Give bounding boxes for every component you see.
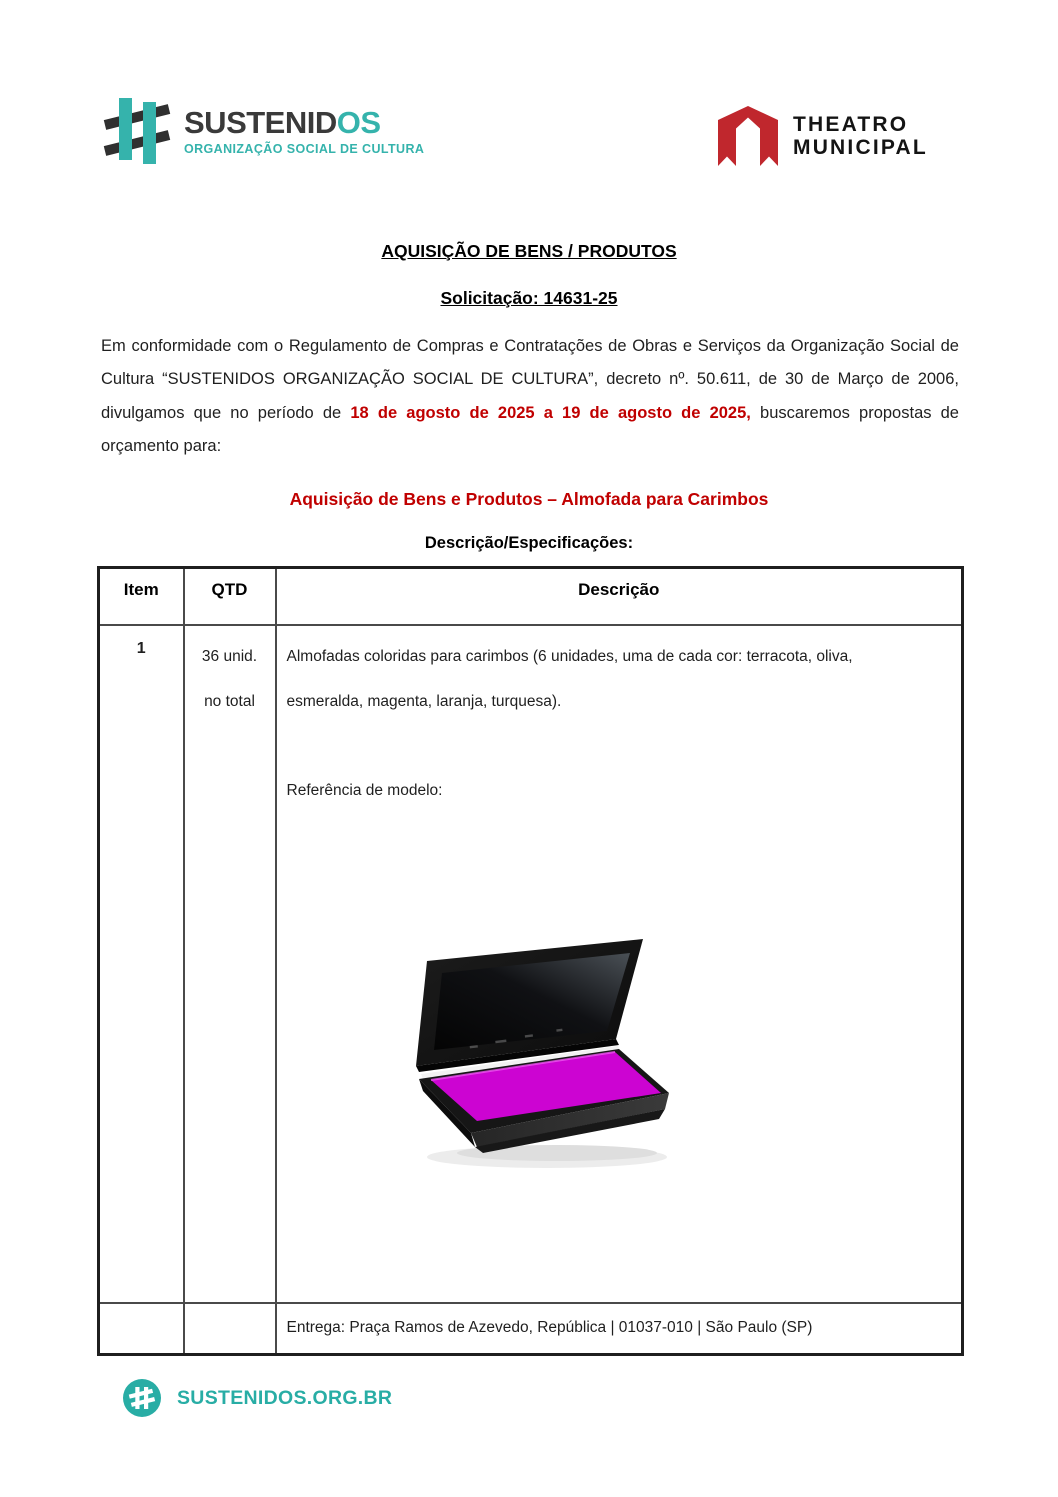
theatro-line2: MUNICIPAL [793, 136, 928, 159]
quantity-line2: no total [204, 692, 255, 710]
hash-bar [143, 102, 156, 164]
spec-heading: Descrição/Especificações: [424, 534, 634, 552]
table-header-row [99, 568, 963, 625]
column-header-qtd: QTD [184, 568, 276, 625]
footer-site-url: SUSTENIDOS.ORG.BR [177, 1386, 393, 1409]
hash-bar [104, 130, 170, 156]
item-description [276, 625, 963, 1303]
item-quantity [184, 625, 276, 1303]
subject-title: Aquisição de Bens e Produtos – Almofada para Carimbos [289, 489, 769, 509]
intro-paragraph [101, 330, 959, 464]
column-header-item: Item [99, 568, 184, 625]
theatro-arch-icon [716, 104, 780, 168]
description-line1: Almofadas coloridas para carimbos (6 unidades, uma de cada cor: terracota, oliva, [286, 647, 853, 665]
theatro-line1: THEATRO [793, 113, 909, 136]
column-header-desc: Descrição [276, 568, 963, 625]
description-line2: esmeralda, magenta, laranja, turquesa). [286, 692, 562, 710]
item-number: 1 [99, 625, 184, 1303]
reference-label: Referência de modelo: [286, 781, 443, 799]
intro-date-range: 18 de agosto de 2025 a 19 de agosto de 2025, [350, 403, 751, 422]
intro-text-before: Em conformidade com o Regulamento de Compras e Contratações de Obras e Serviços da Organização Social de Cultura “SUSTENIDOS ORGANIZAÇÃO SOCIAL DE CULTURA”, decreto nº. 50.611, de 30 de Março de 2006, divulgamos que no período de [101, 337, 959, 422]
brand-name-main: SUSTENID [184, 105, 337, 140]
spec-table [97, 566, 964, 1356]
delivery-info: Entrega: Praça Ramos de Azevedo, República | 01037-010 | São Paulo (SP) [276, 1303, 963, 1355]
footer [122, 1378, 392, 1418]
request-number: Solicitação: 14631-25 [440, 288, 618, 308]
empty-cell [184, 1303, 276, 1355]
hash-bar [119, 98, 132, 160]
sustenidos-wordmark [184, 106, 424, 170]
stamp-pad-photo [407, 933, 672, 1175]
sustenidos-logo [108, 94, 424, 170]
intro-text-after: buscaremos propostas de orçamento para: [101, 403, 959, 456]
empty-cell [99, 1303, 184, 1355]
hash-bar [104, 104, 170, 130]
sustenidos-circle-icon [122, 1378, 162, 1418]
sustenidos-hash-icon [108, 94, 170, 170]
document-title: AQUISIÇÃO DE BENS / PRODUTOS [381, 241, 677, 261]
brand-name [184, 106, 424, 140]
table-row [99, 625, 963, 1303]
quantity-line1: 36 unid. [201, 647, 258, 665]
brand-tagline: ORGANIZAÇÃO SOCIAL DE CULTURA [184, 142, 425, 156]
theatro-municipal-logo [716, 104, 928, 168]
table-row [99, 1303, 963, 1355]
theatro-wordmark [793, 113, 928, 168]
brand-name-accent: OS [336, 105, 381, 140]
